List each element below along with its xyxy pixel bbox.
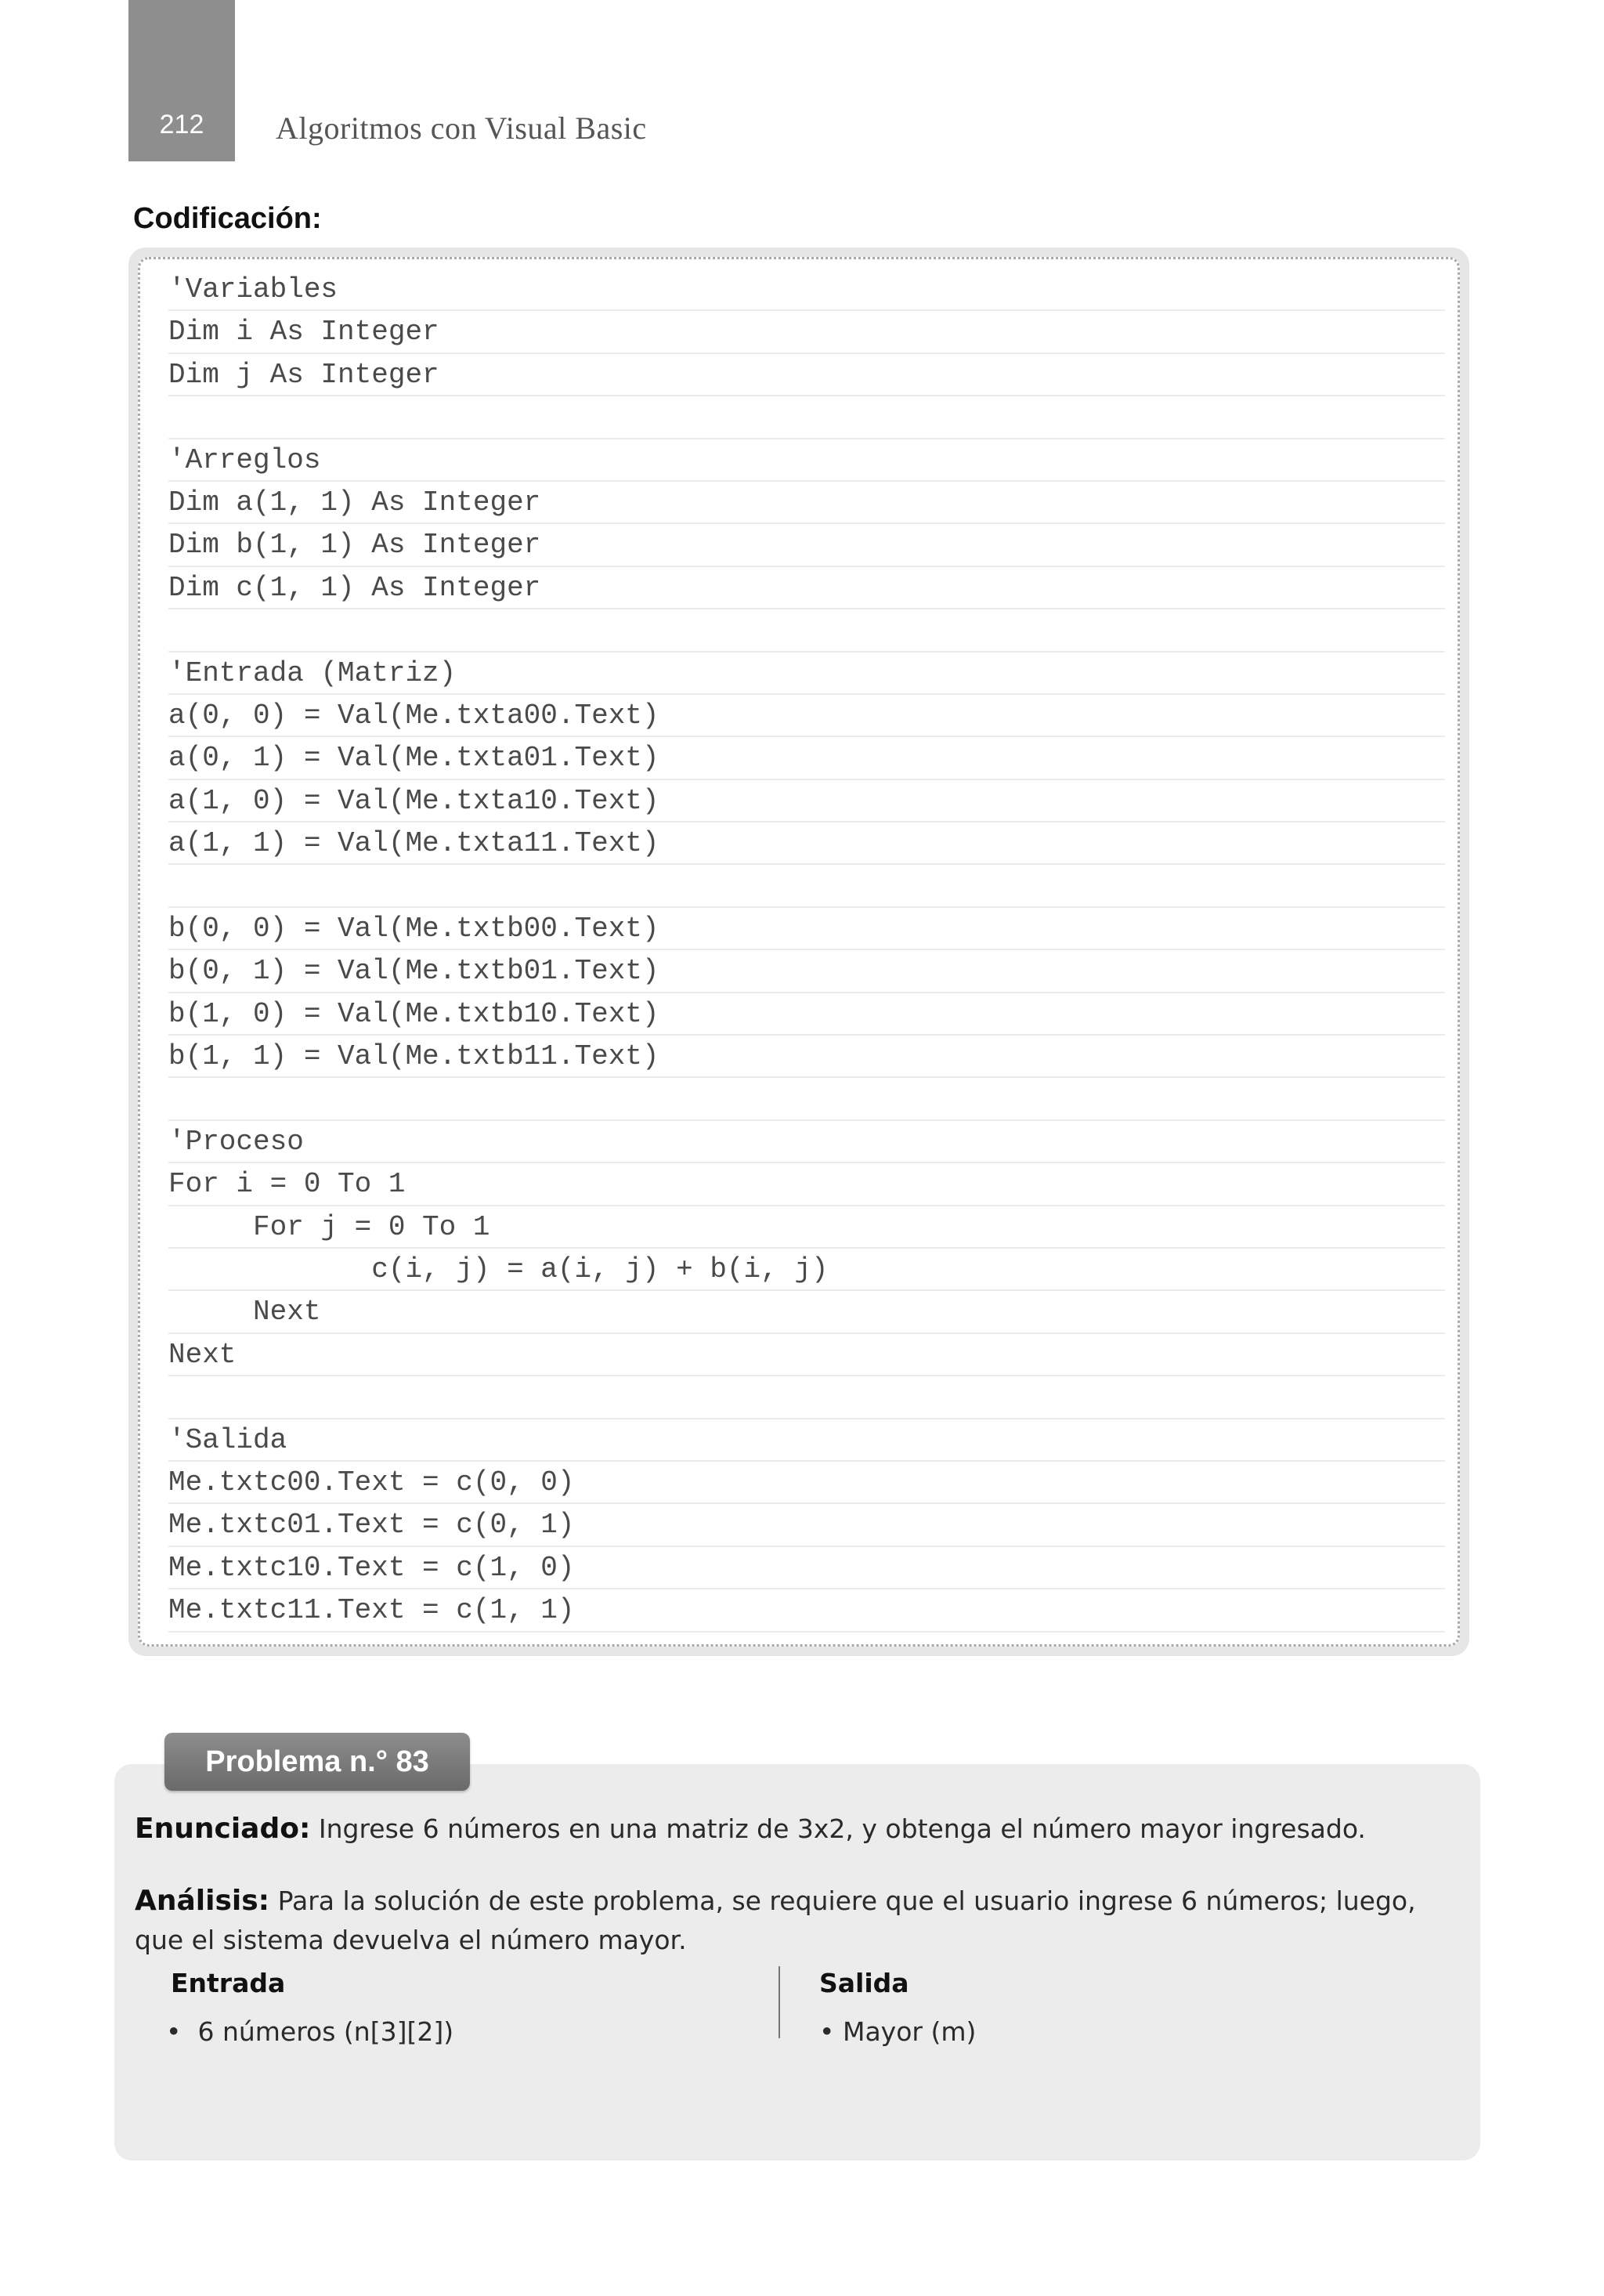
code-line: Dim c(1, 1) As Integer — [168, 567, 1445, 609]
code-line: 'Arreglos — [168, 439, 1445, 482]
output-item — [819, 2016, 976, 2047]
code-line: c(i, j) = a(i, j) + b(i, j) — [168, 1249, 1445, 1291]
code-line: 'Proceso — [168, 1121, 1445, 1163]
output-heading: Salida — [819, 1968, 909, 1998]
code-line: a(1, 0) = Val(Me.txta10.Text) — [168, 780, 1445, 823]
bullet-icon: • — [166, 2016, 198, 2047]
code-line: a(0, 0) = Val(Me.txta00.Text) — [168, 695, 1445, 737]
code-line — [168, 1376, 1445, 1419]
coding-heading: Codificación: — [133, 202, 322, 235]
code-line: Me.txtc10.Text = c(1, 0) — [168, 1547, 1445, 1589]
code-line: b(1, 0) = Val(Me.txtb10.Text) — [168, 993, 1445, 1036]
code-line: For i = 0 To 1 — [168, 1163, 1445, 1206]
code-line: Me.txtc11.Text = c(1, 1) — [168, 1589, 1445, 1632]
output-item-text: Mayor (m) — [842, 2016, 977, 2047]
statement-text: Ingrese 6 números en una matriz de 3x2, y obtenga el número mayor ingresado. — [318, 1813, 1366, 1844]
code-line — [168, 609, 1445, 652]
statement-label: Enunciado: — [135, 1813, 311, 1845]
analysis-text: Para la solución de este problema, se requiere que el usuario ingrese 6 números; luego, que el sistema devuelva el número mayor. — [135, 1886, 1416, 1955]
page-number-tab — [128, 0, 235, 161]
input-item — [166, 2016, 453, 2047]
code-line: b(1, 1) = Val(Me.txtb11.Text) — [168, 1036, 1445, 1078]
page-number: 212 — [159, 110, 204, 139]
code-line: Dim i As Integer — [168, 311, 1445, 353]
code-line: Dim j As Integer — [168, 354, 1445, 396]
code-line: a(1, 1) = Val(Me.txta11.Text) — [168, 823, 1445, 865]
code-line: Dim b(1, 1) As Integer — [168, 524, 1445, 566]
input-heading: Entrada — [171, 1968, 286, 1998]
code-line: For j = 0 To 1 — [168, 1206, 1445, 1249]
running-title: Algoritmos con Visual Basic — [276, 110, 647, 146]
analysis-paragraph — [135, 1882, 1472, 1960]
statement-paragraph — [135, 1810, 1472, 1849]
code-line: Next — [168, 1291, 1445, 1333]
code-line: b(0, 0) = Val(Me.txtb00.Text) — [168, 908, 1445, 950]
input-item-text: 6 números (n[3][2]) — [197, 2016, 454, 2047]
code-line: 'Salida — [168, 1419, 1445, 1462]
code-line — [168, 396, 1445, 439]
code-line: 'Entrada (Matriz) — [168, 653, 1445, 695]
code-line: a(0, 1) = Val(Me.txta01.Text) — [168, 737, 1445, 779]
code-line — [168, 1078, 1445, 1120]
code-line: b(0, 1) = Val(Me.txtb01.Text) — [168, 950, 1445, 993]
code-lines — [168, 269, 1445, 1633]
code-line: 'Variables — [168, 269, 1445, 311]
code-line: Next — [168, 1334, 1445, 1376]
code-line: Me.txtc01.Text = c(0, 1) — [168, 1504, 1445, 1546]
problem-badge: Problema n.° 83 — [164, 1733, 470, 1791]
code-listing-area — [138, 257, 1460, 1647]
bullet-icon: • — [819, 2016, 843, 2047]
code-block — [128, 248, 1469, 1656]
analysis-label: Análisis: — [135, 1885, 270, 1917]
code-line: Me.txtc00.Text = c(0, 0) — [168, 1462, 1445, 1504]
column-divider — [779, 1966, 780, 2038]
code-line: Dim a(1, 1) As Integer — [168, 482, 1445, 524]
code-line — [168, 865, 1445, 907]
